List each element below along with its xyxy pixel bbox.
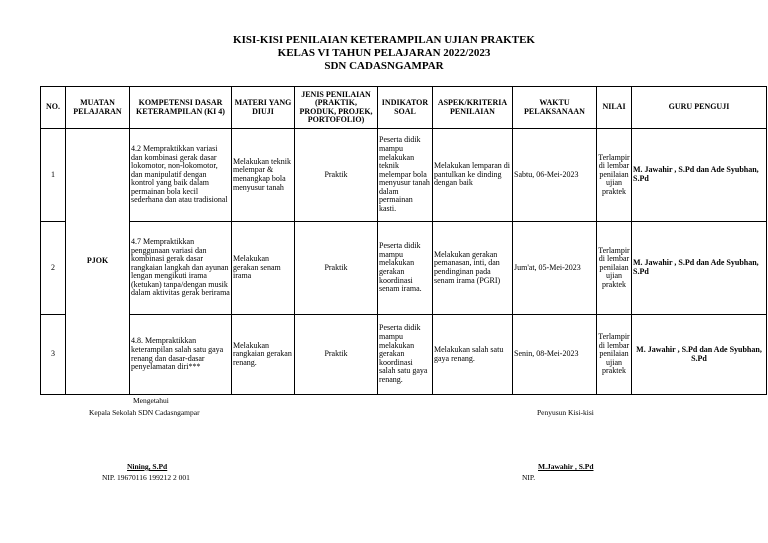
indikator-cell: Peserta didik mampu melakukan gerakan koordinasi senam irama. bbox=[378, 222, 433, 315]
materi-cell: Melakukan gerakan senam irama bbox=[232, 222, 295, 315]
aspek-cell: Melakukan lemparan di pantulkan ke dinding dengan baik bbox=[433, 129, 513, 222]
aspek-cell: Melakukan salah satu gaya renang. bbox=[433, 315, 513, 395]
table-row bbox=[41, 129, 767, 222]
guru-cell: M. Jawahir , S.Pd dan Ade Syubhan, S.Pd bbox=[632, 315, 767, 395]
col-header-indikator: INDIKATOR SOAL bbox=[378, 87, 433, 129]
waktu-cell: Jum'at, 05-Mei-2023 bbox=[513, 222, 597, 315]
assessment-grid-table bbox=[40, 86, 767, 395]
nilai-cell: Terlampir di lembar penilaian ujian praktek bbox=[597, 315, 632, 395]
sig-right-nip: NIP. bbox=[522, 473, 536, 482]
waktu-cell: Senin, 08-Mei-2023 bbox=[513, 315, 597, 395]
table-row bbox=[41, 315, 767, 395]
col-header-jenis: JENIS PENILAIAN (PRAKTIK, PRODUK, PROJEK, PORTOFOLIO) bbox=[295, 87, 378, 129]
doc-subtitle-class: KELAS VI TAHUN PELAJARAN 2022/2023 bbox=[277, 47, 491, 59]
indikator-cell: Peserta didik mampu melakukan gerakan koordinasi salah satu gaya renang. bbox=[378, 315, 433, 395]
nilai-cell: Terlampir di lembar penilaian ujian praktek bbox=[597, 129, 632, 222]
sig-left-nip: NIP. 19670116 199212 2 001 bbox=[102, 473, 190, 482]
row-number: 2 bbox=[41, 222, 66, 315]
col-header-no: NO. bbox=[41, 87, 66, 129]
col-header-subject: MUATAN PELAJARAN bbox=[66, 87, 130, 129]
table-header-row bbox=[41, 87, 767, 129]
sig-right-name: M.Jawahir , S.Pd bbox=[538, 462, 594, 471]
sig-left-name: Nining, S.Pd bbox=[127, 462, 168, 471]
materi-cell: Melakukan teknik melempar & menangkap bola menyusur tanah bbox=[232, 129, 295, 222]
indikator-cell: Peserta didik mampu melakukan teknik melempar bola menyusur tanah dalam permainan kasti. bbox=[378, 129, 433, 222]
col-header-nilai: NILAI bbox=[597, 87, 632, 129]
sig-right-title: Penyusun Kisi-kisi bbox=[537, 408, 594, 417]
kd-cell: 4.2 Mempraktikkan variasi dan kombinasi gerak dasar lokomotor, non-lokomotor, dan manipulatif dengan kontrol yang baik dalam permainan bola kecil sederhana dan atau tradisional bbox=[130, 129, 232, 222]
table-row bbox=[41, 222, 767, 315]
sig-left-knowing: Mengetahui bbox=[133, 396, 169, 405]
aspek-cell: Melakukan gerakan pemanasan, inti, dan pendinginan pada senam irama (PGRI) bbox=[433, 222, 513, 315]
doc-subtitle-school: SDN CADASNGAMPAR bbox=[324, 60, 444, 72]
kd-cell: 4.8. Mempraktikkan keterampilan salah satu gaya renang dan dasar-dasar penyelamatan diri*** bbox=[130, 315, 232, 395]
col-header-kd: KOMPETENSI DASAR KETERAMPILAN (KI 4) bbox=[130, 87, 232, 129]
col-header-waktu: WAKTU PELAKSANAAN bbox=[513, 87, 597, 129]
col-header-materi: MATERI YANG DIUJI bbox=[232, 87, 295, 129]
guru-cell: M. Jawahir , S.Pd dan Ade Syubhan, S.Pd bbox=[632, 222, 767, 315]
row-number: 1 bbox=[41, 129, 66, 222]
row-number: 3 bbox=[41, 315, 66, 395]
nilai-cell: Terlampir di lembar penilaian ujian praktek bbox=[597, 222, 632, 315]
guru-cell: M. Jawahir , S.Pd dan Ade Syubhan, S.Pd bbox=[632, 129, 767, 222]
jenis-cell: Praktik bbox=[295, 315, 378, 395]
doc-title: KISI-KISI PENILAIAN KETERAMPILAN UJIAN PRAKTEK bbox=[233, 34, 535, 46]
jenis-cell: Praktik bbox=[295, 129, 378, 222]
kd-cell: 4.7 Mempraktikkan penggunaan variasi dan kombinasi gerak dasar rangkaian langkah dan ayunan lengan mengikuti irama (ketukan) tanpa/dengan musik dalam aktivitas gerak berirama bbox=[130, 222, 232, 315]
materi-cell: Melakukan rangkaian gerakan renang. bbox=[232, 315, 295, 395]
col-header-guru: GURU PENGUJI bbox=[632, 87, 767, 129]
jenis-cell: Praktik bbox=[295, 222, 378, 315]
subject-cell: PJOK bbox=[66, 129, 130, 395]
waktu-cell: Sabtu, 06-Mei-2023 bbox=[513, 129, 597, 222]
col-header-aspek: ASPEK/KRITERIA PENILAIAN bbox=[433, 87, 513, 129]
sig-left-title: Kepala Sekolah SDN Cadasngampar bbox=[89, 408, 200, 417]
